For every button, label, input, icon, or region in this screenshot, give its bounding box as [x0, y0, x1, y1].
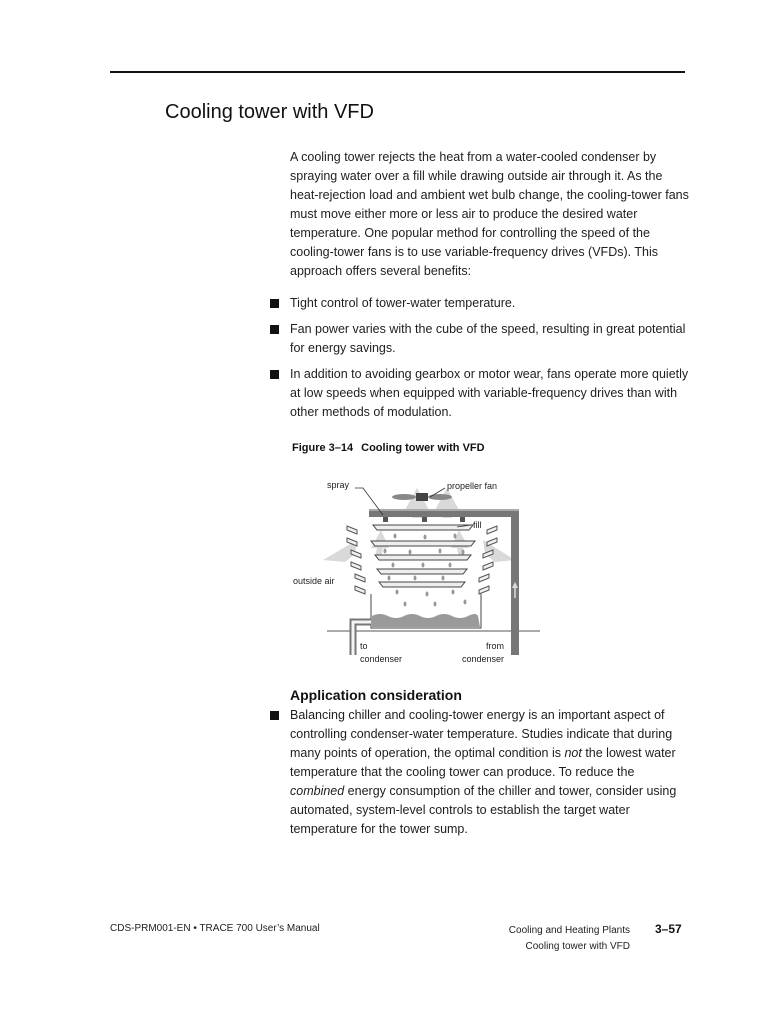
footer-section — [509, 923, 630, 955]
cooling-tower-diagram — [285, 470, 555, 675]
list-item — [270, 320, 690, 358]
label-propeller-fan: propeller fan — [447, 481, 498, 491]
application-text: Balancing chiller and cooling-tower energy is an important aspect of controlling condenser-water temperature. Studies indicate that during many points of operation, the optimal condition is not the lowest water temperature that the cooling tower can produce. To reduce the combined energy consumption of the chiller and tower, consider using automated, system-level controls to establish the target water temperature for the tower sump. — [290, 708, 677, 836]
figure-title: Cooling tower with VFD — [361, 442, 485, 454]
application-list — [270, 706, 690, 839]
label-outside-air: outside air — [293, 576, 335, 586]
application-heading: Application consideration — [290, 687, 462, 703]
section-title: Cooling tower with VFD — [165, 101, 374, 123]
figure-number: Figure 3–14 — [292, 442, 354, 454]
water-basin — [371, 594, 481, 628]
page-number: 3–57 — [655, 922, 682, 936]
list-item — [270, 706, 690, 839]
footer-topic: Cooling tower with VFD — [525, 941, 630, 952]
top-rule — [110, 71, 685, 73]
label-to-condenser: condenser — [360, 654, 403, 664]
label-fill: fill — [473, 520, 482, 530]
benefit-list-3 — [270, 365, 690, 422]
benefit-list-2 — [270, 320, 690, 358]
list-item — [270, 365, 690, 422]
bullet-square-icon — [270, 325, 279, 334]
benefit-text: In addition to avoiding gearbox or motor wear, fans operate more quietly at low speeds when equipped with variable-frequency drives than with other methods of modulation. — [290, 367, 689, 419]
bullet-square-icon — [270, 299, 279, 308]
benefit-list-1 — [270, 294, 690, 313]
label-from: from — [486, 641, 504, 651]
bullet-square-icon — [270, 711, 279, 720]
spray-nozzles — [383, 517, 465, 522]
benefit-text: Fan power varies with the cube of the speed, resulting in great potential for energy savings. — [290, 322, 686, 355]
propeller-fan-icon — [392, 493, 452, 501]
footer-document-id: CDS-PRM001-EN • TRACE 700 User’s Manual — [110, 923, 320, 934]
figure-caption — [292, 442, 485, 454]
label-from-condenser: condenser — [461, 654, 504, 664]
list-item — [270, 294, 690, 313]
benefit-text: Tight control of tower-water temperature. — [290, 296, 516, 310]
label-spray: spray — [327, 480, 350, 490]
intro-paragraph: A cooling tower rejects the heat from a water-cooled condenser by spraying water over a fill while drawing outside air through it. As the heat-rejection load and ambient wet bulb change, the cooling-tower fans must move either more or less air to produce the desired water temperature. One popular method for controlling the speed of the cooling-tower fans is to use variable-frequency drives (VFDs). This approach offers several benefits: — [290, 150, 689, 278]
footer-chapter: Cooling and Heating Plants — [508, 925, 630, 936]
left-louvers — [347, 526, 365, 594]
label-to: to — [360, 641, 368, 651]
bullet-square-icon — [270, 370, 279, 379]
